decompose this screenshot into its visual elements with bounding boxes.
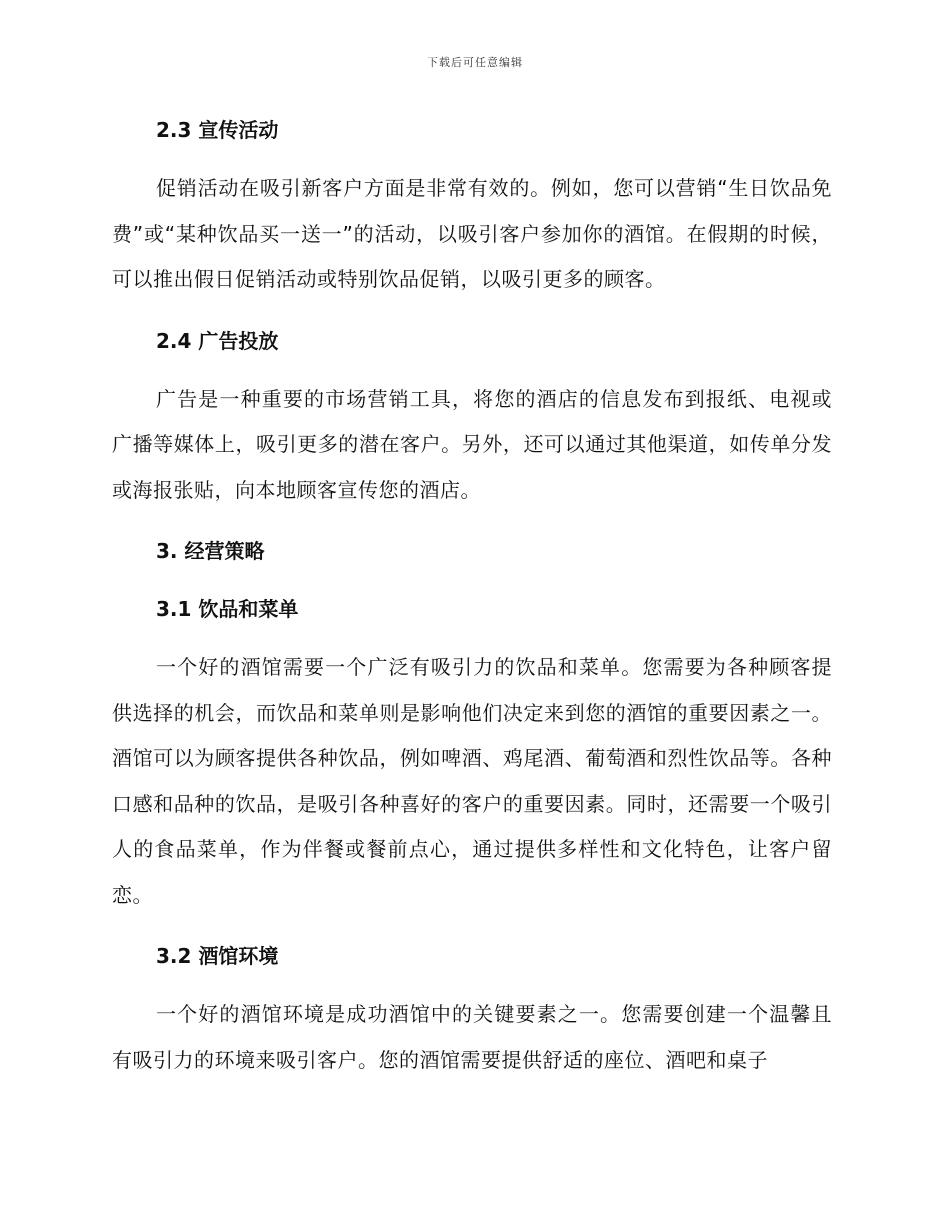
section-heading-2-3: 2.3 宣传活动 [156, 118, 279, 142]
document-body [112, 108, 832, 1083]
section-paragraph-3-1: 一个好的酒馆需要一个广泛有吸引力的饮品和菜单。您需要为各种顾客提供选择的机会，而饮品和菜单则是影响他们决定来到您的酒馆的重要因素之一。酒馆可以为顾客提供各种饮品，例如啤酒、鸡尾酒、葡萄酒和烈性饮品等。各种口感和品种的饮品，是吸引各种喜好的客户的重要因素。同时，还需要一个吸引人的食品菜单，作为伴餐或餐前点心，通过提供多样性和文化特色，让客户留恋。 [112, 655, 832, 907]
section-heading-2-4: 2.4 广告投放 [156, 328, 279, 353]
section-paragraph-2-3: 促销活动在吸引新客户方面是非常有效的。例如，您可以营销“生日饮品免费”或“某种饮品买一送一”的活动，以吸引客户参加你的酒馆。在假期的时候，可以推出假日促销活动或特别饮品促销，以吸引更多的顾客。 [112, 176, 832, 291]
section-heading-3-1: 3.1 饮品和菜单 [156, 597, 299, 621]
section-paragraph-3-2: 一个好的酒馆环境是成功酒馆中的关键要素之一。您需要创建一个温馨且有吸引力的环境来吸引客户。您的酒馆需要提供舒适的座位、酒吧和桌子 [112, 1002, 832, 1072]
section-heading-3-2: 3.2 酒馆环境 [156, 944, 279, 968]
section-paragraph-2-4: 广告是一种重要的市场营销工具，将您的酒店的信息发布到报纸、电视或广播等媒体上，吸引更多的潜在客户。另外，还可以通过其他渠道，如传单分发或海报张贴，向本地顾客宣传您的酒店。 [112, 386, 832, 502]
page-header-note: 下载后可任意编辑 [427, 56, 523, 69]
section-heading-3: 3. 经营策略 [156, 539, 265, 563]
